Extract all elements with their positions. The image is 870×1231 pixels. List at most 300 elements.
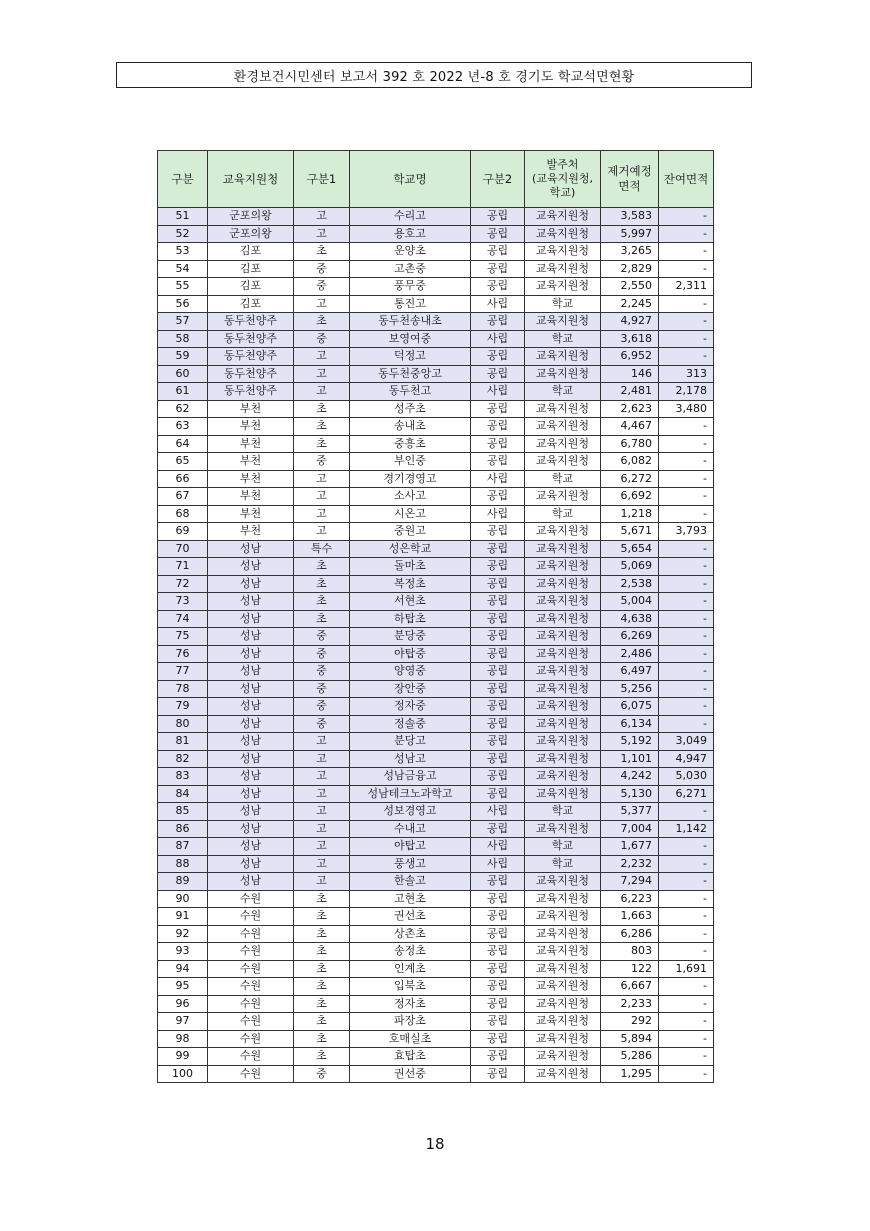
row-removal-area: 6,667	[601, 978, 659, 996]
row-no: 68	[158, 505, 208, 523]
row-type1: 초	[294, 943, 350, 961]
row-school: 돌마초	[350, 558, 471, 576]
row-no: 63	[158, 418, 208, 436]
row-type1: 고	[294, 855, 350, 873]
table-row	[158, 225, 714, 243]
row-type2: 공립	[471, 768, 525, 786]
table-row	[158, 855, 714, 873]
row-type1: 고	[294, 523, 350, 541]
table-row	[158, 260, 714, 278]
row-school: 통진고	[350, 295, 471, 313]
row-type1: 고	[294, 873, 350, 891]
row-type1: 고	[294, 733, 350, 751]
row-office: 수원	[208, 978, 294, 996]
row-type1: 특수	[294, 540, 350, 558]
row-remaining-area: -	[659, 575, 714, 593]
row-removal-area: 3,583	[601, 208, 659, 226]
row-removal-area: 4,638	[601, 610, 659, 628]
row-office: 성남	[208, 698, 294, 716]
row-orderer: 교육지원청	[525, 908, 601, 926]
row-orderer: 교육지원청	[525, 645, 601, 663]
row-type2: 사립	[471, 330, 525, 348]
row-remaining-area: 3,049	[659, 733, 714, 751]
row-orderer: 교육지원청	[525, 610, 601, 628]
row-orderer: 학교	[525, 855, 601, 873]
row-type1: 중	[294, 1065, 350, 1083]
row-office: 성남	[208, 628, 294, 646]
table-row	[158, 908, 714, 926]
row-type2: 공립	[471, 680, 525, 698]
row-remaining-area: -	[659, 995, 714, 1013]
table-row	[158, 838, 714, 856]
row-office: 수원	[208, 908, 294, 926]
row-type1: 중	[294, 628, 350, 646]
row-type1: 중	[294, 278, 350, 296]
row-type2: 공립	[471, 663, 525, 681]
row-type1: 중	[294, 260, 350, 278]
row-no: 80	[158, 715, 208, 733]
row-type2: 공립	[471, 925, 525, 943]
table-row	[158, 645, 714, 663]
row-orderer: 교육지원청	[525, 1030, 601, 1048]
row-office: 동두천양주	[208, 365, 294, 383]
table-row	[158, 960, 714, 978]
row-remaining-area: -	[659, 890, 714, 908]
row-office: 성남	[208, 873, 294, 891]
col-header-type1: 구분1	[294, 151, 350, 208]
row-type2: 사립	[471, 803, 525, 821]
row-orderer: 교육지원청	[525, 960, 601, 978]
row-type1: 초	[294, 995, 350, 1013]
row-type1: 고	[294, 505, 350, 523]
row-office: 성남	[208, 750, 294, 768]
row-type1: 고	[294, 470, 350, 488]
row-no: 88	[158, 855, 208, 873]
row-type2: 공립	[471, 715, 525, 733]
row-type2: 공립	[471, 750, 525, 768]
table-row	[158, 715, 714, 733]
row-remaining-area: 2,311	[659, 278, 714, 296]
row-type2: 사립	[471, 855, 525, 873]
table-row	[158, 1048, 714, 1066]
row-type2: 공립	[471, 453, 525, 471]
table-row	[158, 523, 714, 541]
row-school: 하탑초	[350, 610, 471, 628]
row-type1: 고	[294, 383, 350, 401]
table-row	[158, 890, 714, 908]
row-type1: 초	[294, 558, 350, 576]
row-no: 53	[158, 243, 208, 261]
col-header-school: 학교명	[350, 151, 471, 208]
table-row	[158, 505, 714, 523]
row-removal-area: 5,069	[601, 558, 659, 576]
row-type2: 공립	[471, 400, 525, 418]
row-orderer: 학교	[525, 330, 601, 348]
row-no: 57	[158, 313, 208, 331]
row-removal-area: 6,075	[601, 698, 659, 716]
row-office: 성남	[208, 575, 294, 593]
row-type2: 공립	[471, 610, 525, 628]
row-school: 고현초	[350, 890, 471, 908]
row-type1: 중	[294, 330, 350, 348]
table-row	[158, 995, 714, 1013]
table-row	[158, 383, 714, 401]
row-remaining-area: 1,142	[659, 820, 714, 838]
row-no: 52	[158, 225, 208, 243]
row-no: 100	[158, 1065, 208, 1083]
row-school: 상촌초	[350, 925, 471, 943]
row-type1: 초	[294, 313, 350, 331]
row-school: 성보경영고	[350, 803, 471, 821]
row-office: 수원	[208, 1048, 294, 1066]
row-school: 운양초	[350, 243, 471, 261]
table-row	[158, 418, 714, 436]
row-type2: 공립	[471, 733, 525, 751]
row-school: 부인중	[350, 453, 471, 471]
table-row	[158, 295, 714, 313]
row-no: 87	[158, 838, 208, 856]
row-no: 74	[158, 610, 208, 628]
row-office: 성남	[208, 680, 294, 698]
row-no: 65	[158, 453, 208, 471]
row-type2: 공립	[471, 1065, 525, 1083]
row-type2: 공립	[471, 243, 525, 261]
row-office: 성남	[208, 803, 294, 821]
row-type1: 초	[294, 575, 350, 593]
row-no: 81	[158, 733, 208, 751]
row-office: 성남	[208, 558, 294, 576]
row-no: 73	[158, 593, 208, 611]
row-remaining-area: -	[659, 1013, 714, 1031]
row-remaining-area: -	[659, 470, 714, 488]
row-no: 83	[158, 768, 208, 786]
row-school: 동두천고	[350, 383, 471, 401]
row-school: 야탑고	[350, 838, 471, 856]
row-type1: 초	[294, 435, 350, 453]
row-type2: 공립	[471, 593, 525, 611]
row-remaining-area: -	[659, 978, 714, 996]
row-removal-area: 146	[601, 365, 659, 383]
row-no: 56	[158, 295, 208, 313]
table-row	[158, 593, 714, 611]
row-school: 소사고	[350, 488, 471, 506]
table-row	[158, 663, 714, 681]
row-type2: 공립	[471, 575, 525, 593]
row-school: 한솔고	[350, 873, 471, 891]
row-orderer: 학교	[525, 295, 601, 313]
row-type1: 초	[294, 610, 350, 628]
row-type1: 초	[294, 890, 350, 908]
row-type1: 고	[294, 785, 350, 803]
row-type1: 중	[294, 715, 350, 733]
row-remaining-area: 3,480	[659, 400, 714, 418]
table-row	[158, 873, 714, 891]
row-type2: 공립	[471, 348, 525, 366]
row-type2: 공립	[471, 1030, 525, 1048]
row-school: 효탑초	[350, 1048, 471, 1066]
row-orderer: 교육지원청	[525, 890, 601, 908]
row-school: 중흥초	[350, 435, 471, 453]
table-header-row	[158, 151, 714, 208]
row-type2: 사립	[471, 295, 525, 313]
row-orderer: 교육지원청	[525, 313, 601, 331]
row-orderer: 교육지원청	[525, 663, 601, 681]
row-type2: 공립	[471, 698, 525, 716]
row-office: 부천	[208, 470, 294, 488]
row-remaining-area: -	[659, 873, 714, 891]
row-school: 정자초	[350, 995, 471, 1013]
row-removal-area: 5,671	[601, 523, 659, 541]
row-remaining-area: -	[659, 1065, 714, 1083]
row-no: 89	[158, 873, 208, 891]
col-header-type2: 구분2	[471, 151, 525, 208]
row-removal-area: 5,192	[601, 733, 659, 751]
row-type1: 고	[294, 750, 350, 768]
row-remaining-area: -	[659, 663, 714, 681]
row-orderer: 교육지원청	[525, 593, 601, 611]
row-removal-area: 2,233	[601, 995, 659, 1013]
row-type1: 고	[294, 488, 350, 506]
row-office: 수원	[208, 1030, 294, 1048]
row-remaining-area: -	[659, 803, 714, 821]
row-school: 수리고	[350, 208, 471, 226]
table-row	[158, 558, 714, 576]
row-removal-area: 6,692	[601, 488, 659, 506]
row-type2: 공립	[471, 960, 525, 978]
row-removal-area: 1,101	[601, 750, 659, 768]
row-office: 동두천양주	[208, 313, 294, 331]
row-office: 수원	[208, 925, 294, 943]
row-no: 69	[158, 523, 208, 541]
table-row	[158, 680, 714, 698]
row-office: 동두천양주	[208, 330, 294, 348]
row-remaining-area: -	[659, 243, 714, 261]
row-remaining-area: 3,793	[659, 523, 714, 541]
row-no: 60	[158, 365, 208, 383]
row-removal-area: 7,294	[601, 873, 659, 891]
row-school: 정자중	[350, 698, 471, 716]
row-type2: 공립	[471, 943, 525, 961]
table-row	[158, 575, 714, 593]
row-type1: 고	[294, 225, 350, 243]
row-no: 72	[158, 575, 208, 593]
row-remaining-area: -	[659, 558, 714, 576]
row-no: 94	[158, 960, 208, 978]
row-type1: 고	[294, 365, 350, 383]
table-row	[158, 278, 714, 296]
row-type2: 공립	[471, 418, 525, 436]
row-removal-area: 6,223	[601, 890, 659, 908]
row-remaining-area: -	[659, 330, 714, 348]
row-orderer: 교육지원청	[525, 523, 601, 541]
row-no: 54	[158, 260, 208, 278]
row-no: 93	[158, 943, 208, 961]
row-school: 덕정고	[350, 348, 471, 366]
table-row	[158, 785, 714, 803]
row-office: 부천	[208, 488, 294, 506]
row-office: 수원	[208, 995, 294, 1013]
row-orderer: 교육지원청	[525, 1048, 601, 1066]
row-no: 58	[158, 330, 208, 348]
row-type2: 공립	[471, 978, 525, 996]
row-removal-area: 2,538	[601, 575, 659, 593]
row-type1: 초	[294, 908, 350, 926]
row-school: 권선초	[350, 908, 471, 926]
row-type1: 고	[294, 348, 350, 366]
row-type1: 중	[294, 698, 350, 716]
row-orderer: 교육지원청	[525, 558, 601, 576]
table-row	[158, 243, 714, 261]
row-office: 성남	[208, 785, 294, 803]
row-removal-area: 6,134	[601, 715, 659, 733]
row-remaining-area: -	[659, 698, 714, 716]
row-orderer: 교육지원청	[525, 208, 601, 226]
row-school: 성남테크노과학고	[350, 785, 471, 803]
row-office: 김포	[208, 295, 294, 313]
row-remaining-area: -	[659, 225, 714, 243]
row-school: 인계초	[350, 960, 471, 978]
row-type2: 공립	[471, 435, 525, 453]
row-removal-area: 2,481	[601, 383, 659, 401]
row-type1: 고	[294, 803, 350, 821]
row-school: 동두천중앙고	[350, 365, 471, 383]
row-remaining-area: -	[659, 645, 714, 663]
row-orderer: 학교	[525, 838, 601, 856]
table-row	[158, 453, 714, 471]
row-type2: 공립	[471, 995, 525, 1013]
row-removal-area: 6,497	[601, 663, 659, 681]
table-row	[158, 330, 714, 348]
col-header-removal-area: 제거예정 면적	[601, 151, 659, 208]
row-removal-area: 6,269	[601, 628, 659, 646]
table-row	[158, 698, 714, 716]
row-school: 고촌중	[350, 260, 471, 278]
row-removal-area: 6,952	[601, 348, 659, 366]
row-office: 성남	[208, 663, 294, 681]
row-office: 성남	[208, 820, 294, 838]
row-office: 성남	[208, 715, 294, 733]
row-remaining-area: -	[659, 628, 714, 646]
row-office: 부천	[208, 505, 294, 523]
row-no: 71	[158, 558, 208, 576]
row-school: 양영중	[350, 663, 471, 681]
report-title: 환경보건시민센터 보고서 392 호 2022 년-8 호 경기도 학교석면현황	[233, 69, 635, 85]
row-school: 호매실초	[350, 1030, 471, 1048]
row-orderer: 학교	[525, 383, 601, 401]
row-remaining-area: 1,691	[659, 960, 714, 978]
row-type2: 공립	[471, 558, 525, 576]
row-type1: 초	[294, 1030, 350, 1048]
row-type2: 공립	[471, 908, 525, 926]
row-no: 86	[158, 820, 208, 838]
row-school: 성은학교	[350, 540, 471, 558]
row-school: 보영여중	[350, 330, 471, 348]
row-orderer: 교육지원청	[525, 243, 601, 261]
row-office: 수원	[208, 890, 294, 908]
col-header-office: 교육지원청	[208, 151, 294, 208]
table-row	[158, 348, 714, 366]
row-office: 성남	[208, 540, 294, 558]
row-school: 장안중	[350, 680, 471, 698]
row-removal-area: 6,082	[601, 453, 659, 471]
row-type1: 초	[294, 925, 350, 943]
row-removal-area: 292	[601, 1013, 659, 1031]
row-no: 62	[158, 400, 208, 418]
row-removal-area: 3,265	[601, 243, 659, 261]
row-school: 정솔중	[350, 715, 471, 733]
row-orderer: 교육지원청	[525, 768, 601, 786]
row-office: 동두천양주	[208, 348, 294, 366]
row-no: 75	[158, 628, 208, 646]
row-office: 부천	[208, 523, 294, 541]
row-remaining-area: -	[659, 943, 714, 961]
row-type2: 공립	[471, 1048, 525, 1066]
table-row	[158, 313, 714, 331]
col-header-remaining-area: 잔여면적	[659, 151, 714, 208]
row-type1: 고	[294, 295, 350, 313]
table-row	[158, 733, 714, 751]
row-removal-area: 2,829	[601, 260, 659, 278]
table-row	[158, 365, 714, 383]
row-type2: 공립	[471, 1013, 525, 1031]
row-removal-area: 2,486	[601, 645, 659, 663]
row-type2: 공립	[471, 890, 525, 908]
row-remaining-area: -	[659, 488, 714, 506]
row-office: 부천	[208, 435, 294, 453]
row-removal-area: 5,004	[601, 593, 659, 611]
row-no: 96	[158, 995, 208, 1013]
row-office: 김포	[208, 243, 294, 261]
row-remaining-area: -	[659, 313, 714, 331]
row-remaining-area: -	[659, 435, 714, 453]
row-type2: 공립	[471, 365, 525, 383]
row-office: 성남	[208, 855, 294, 873]
row-school: 분당중	[350, 628, 471, 646]
row-removal-area: 5,256	[601, 680, 659, 698]
row-school: 송정초	[350, 943, 471, 961]
table-row	[158, 768, 714, 786]
row-removal-area: 1,663	[601, 908, 659, 926]
row-office: 수원	[208, 943, 294, 961]
row-removal-area: 6,272	[601, 470, 659, 488]
row-no: 95	[158, 978, 208, 996]
row-office: 성남	[208, 593, 294, 611]
row-removal-area: 2,245	[601, 295, 659, 313]
row-office: 동두천양주	[208, 383, 294, 401]
row-no: 70	[158, 540, 208, 558]
row-no: 51	[158, 208, 208, 226]
row-type2: 공립	[471, 225, 525, 243]
row-orderer: 교육지원청	[525, 820, 601, 838]
row-removal-area: 2,623	[601, 400, 659, 418]
row-remaining-area: -	[659, 505, 714, 523]
row-type1: 초	[294, 593, 350, 611]
row-remaining-area: -	[659, 925, 714, 943]
row-type2: 사립	[471, 838, 525, 856]
row-remaining-area: -	[659, 453, 714, 471]
row-orderer: 교육지원청	[525, 348, 601, 366]
row-no: 77	[158, 663, 208, 681]
row-orderer: 교육지원청	[525, 785, 601, 803]
row-school: 복정초	[350, 575, 471, 593]
row-removal-area: 5,286	[601, 1048, 659, 1066]
row-remaining-area: -	[659, 418, 714, 436]
report-header	[116, 62, 752, 88]
row-school: 풍무중	[350, 278, 471, 296]
row-office: 부천	[208, 418, 294, 436]
row-orderer: 교육지원청	[525, 733, 601, 751]
row-removal-area: 122	[601, 960, 659, 978]
